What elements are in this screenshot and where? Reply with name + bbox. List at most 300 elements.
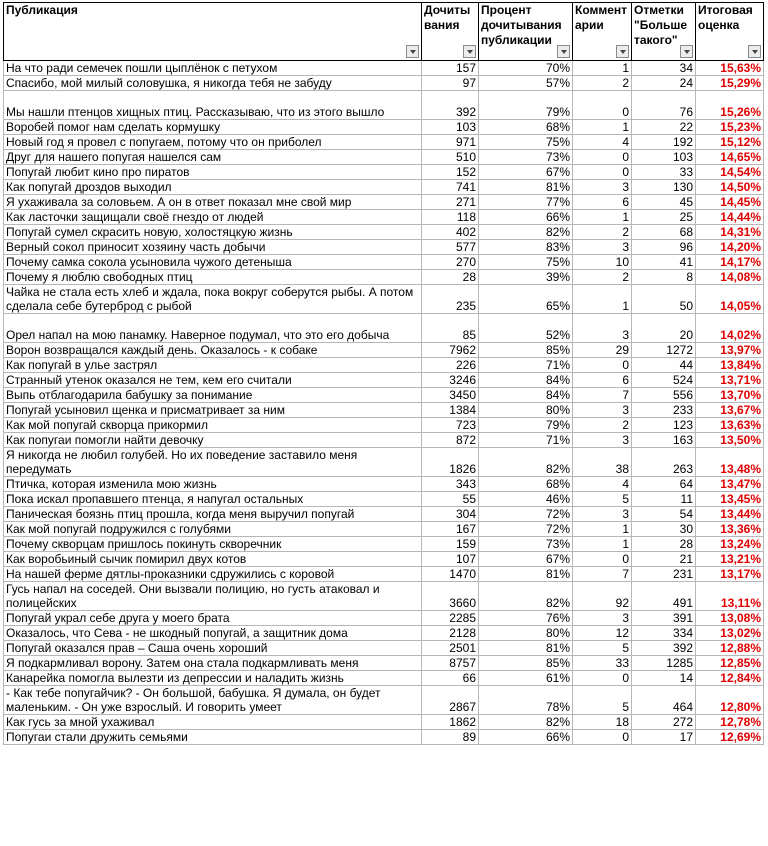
cell-score[interactable]: 14,20% (696, 240, 764, 255)
header-label: Комментарии (575, 3, 628, 32)
cell-score[interactable]: 13,24% (696, 537, 764, 552)
cell-reads[interactable]: 1862 (422, 715, 479, 730)
cell-reads[interactable]: 3246 (422, 373, 479, 388)
cell-score[interactable]: 13,63% (696, 418, 764, 433)
cell-score[interactable]: 13,21% (696, 552, 764, 567)
table-row (4, 522, 764, 537)
table-row (4, 165, 764, 180)
cell-reads[interactable]: 3450 (422, 388, 479, 403)
cell-publication[interactable]: Попугай украл себе друга у моего брата (4, 611, 422, 626)
cell-publication[interactable]: Птичка, которая изменила мою жизнь (4, 477, 422, 492)
cell-percent[interactable]: 71% (479, 433, 573, 448)
table-row (4, 567, 764, 582)
cell-reads[interactable]: 971 (422, 135, 479, 150)
cell-marks[interactable]: 64 (632, 477, 696, 492)
cell-score[interactable]: 13,36% (696, 522, 764, 537)
cell-marks[interactable]: 334 (632, 626, 696, 641)
cell-publication[interactable]: Чайка не стала есть хлеб и ждала, пока вокруг соберутся рыбы. А потом сделала себе бутерброд с рыбой (4, 285, 422, 314)
table-row (4, 611, 764, 626)
cell-marks[interactable]: 524 (632, 373, 696, 388)
cell-percent[interactable]: 75% (479, 255, 573, 270)
cell-score[interactable]: 12,69% (696, 730, 764, 745)
cell-publication[interactable]: Как попугай в улье застрял (4, 358, 422, 373)
cell-percent[interactable]: 73% (479, 537, 573, 552)
cell-comments[interactable]: 33 (573, 656, 632, 671)
cell-comments[interactable]: 7 (573, 567, 632, 582)
cell-publication[interactable]: Канарейка помогла вылезти из депрессии и наладить жизнь (4, 671, 422, 686)
cell-marks[interactable]: 44 (632, 358, 696, 373)
table-row (4, 671, 764, 686)
cell-comments[interactable]: 5 (573, 686, 632, 715)
cell-reads[interactable]: 118 (422, 210, 479, 225)
column-header-marks (632, 3, 696, 61)
cell-comments[interactable]: 38 (573, 448, 632, 477)
cell-score[interactable]: 12,88% (696, 641, 764, 656)
cell-reads[interactable]: 7962 (422, 343, 479, 358)
cell-comments[interactable]: 5 (573, 641, 632, 656)
cell-reads[interactable]: 270 (422, 255, 479, 270)
cell-percent[interactable]: 57% (479, 76, 573, 91)
cell-reads[interactable]: 1470 (422, 567, 479, 582)
filter-dropdown-icon[interactable] (406, 45, 419, 58)
table-row (4, 492, 764, 507)
header-label: Итоговая оценка (698, 3, 753, 32)
cell-comments[interactable]: 1 (573, 120, 632, 135)
cell-score[interactable]: 13,48% (696, 448, 764, 477)
header-label: Дочитывания (424, 3, 471, 32)
table-row (4, 686, 764, 715)
cell-comments[interactable]: 2 (573, 76, 632, 91)
cell-score[interactable]: 15,23% (696, 120, 764, 135)
header-label: Публикация (6, 3, 78, 17)
cell-percent[interactable]: 82% (479, 582, 573, 611)
table-row (4, 240, 764, 255)
cell-score[interactable]: 13,71% (696, 373, 764, 388)
cell-marks[interactable]: 22 (632, 120, 696, 135)
cell-reads[interactable]: 577 (422, 240, 479, 255)
cell-percent[interactable]: 83% (479, 240, 573, 255)
cell-reads[interactable]: 723 (422, 418, 479, 433)
cell-reads[interactable]: 55 (422, 492, 479, 507)
cell-score[interactable]: 14,54% (696, 165, 764, 180)
cell-marks[interactable]: 28 (632, 537, 696, 552)
cell-reads[interactable]: 8757 (422, 656, 479, 671)
cell-reads[interactable]: 103 (422, 120, 479, 135)
cell-publication[interactable]: Попугаи стали дружить семьями (4, 730, 422, 745)
cell-publication[interactable]: Воробей помог нам сделать кормушку (4, 120, 422, 135)
cell-score[interactable]: 13,67% (696, 403, 764, 418)
cell-comments[interactable]: 2 (573, 270, 632, 285)
table-row (4, 150, 764, 165)
cell-percent[interactable]: 65% (479, 285, 573, 314)
cell-percent[interactable]: 79% (479, 418, 573, 433)
cell-comments[interactable]: 18 (573, 715, 632, 730)
cell-reads[interactable]: 28 (422, 270, 479, 285)
cell-marks[interactable]: 103 (632, 150, 696, 165)
cell-publication[interactable]: Гусь напал на соседей. Они вызвали полицию, но густь атаковал и полицейских (4, 582, 422, 611)
cell-marks[interactable]: 24 (632, 76, 696, 91)
cell-score[interactable]: 14,31% (696, 225, 764, 240)
table-row (4, 552, 764, 567)
cell-publication[interactable]: Как гусь за мной ухаживал (4, 715, 422, 730)
cell-publication[interactable]: Мы нашли птенцов хищных птиц. Рассказываю, что из этого вышло (4, 91, 422, 120)
cell-marks[interactable]: 464 (632, 686, 696, 715)
cell-reads[interactable]: 392 (422, 91, 479, 120)
cell-marks[interactable]: 33 (632, 165, 696, 180)
cell-score[interactable]: 14,02% (696, 314, 764, 343)
cell-publication[interactable]: Как мой попугай подружился с голубями (4, 522, 422, 537)
cell-marks[interactable]: 96 (632, 240, 696, 255)
cell-reads[interactable]: 872 (422, 433, 479, 448)
cell-reads[interactable]: 157 (422, 61, 479, 76)
cell-percent[interactable]: 61% (479, 671, 573, 686)
table-row (4, 255, 764, 270)
cell-publication[interactable]: Ворон возвращался каждый день. Оказалось - к собаке (4, 343, 422, 358)
cell-reads[interactable]: 510 (422, 150, 479, 165)
cell-comments[interactable]: 92 (573, 582, 632, 611)
cell-publication[interactable]: Друг для нашего попугая нашелся сам (4, 150, 422, 165)
cell-marks[interactable]: 30 (632, 522, 696, 537)
cell-score[interactable]: 14,65% (696, 150, 764, 165)
cell-marks[interactable]: 163 (632, 433, 696, 448)
cell-publication[interactable]: Попугай сумел скрасить новую, холостяцкую жизнь (4, 225, 422, 240)
cell-percent[interactable]: 72% (479, 507, 573, 522)
cell-comments[interactable]: 4 (573, 135, 632, 150)
cell-comments[interactable]: 1 (573, 537, 632, 552)
table-row (4, 358, 764, 373)
cell-marks[interactable]: 392 (632, 641, 696, 656)
cell-reads[interactable]: 226 (422, 358, 479, 373)
cell-publication[interactable]: Выпь отблагодарила бабушку за понимание (4, 388, 422, 403)
cell-publication[interactable]: Как мой попугай скворца прикормил (4, 418, 422, 433)
cell-comments[interactable]: 2 (573, 418, 632, 433)
cell-marks[interactable]: 68 (632, 225, 696, 240)
cell-publication[interactable]: Как ласточки защищали своё гнездо от людей (4, 210, 422, 225)
cell-publication[interactable]: Я никогда не любил голубей. Но их поведение заставило меня передумать (4, 448, 422, 477)
table-row (4, 388, 764, 403)
cell-percent[interactable]: 46% (479, 492, 573, 507)
cell-score[interactable]: 12,80% (696, 686, 764, 715)
cell-comments[interactable]: 5 (573, 492, 632, 507)
cell-reads[interactable]: 66 (422, 671, 479, 686)
table-row (4, 403, 764, 418)
cell-percent[interactable]: 72% (479, 522, 573, 537)
table-row (4, 61, 764, 76)
table-row (4, 507, 764, 522)
cell-score[interactable]: 14,17% (696, 255, 764, 270)
cell-percent[interactable]: 82% (479, 225, 573, 240)
cell-publication[interactable]: - Как тебе попугайчик? - Он большой, бабушка. Я думала, он будет маленьким. - Он уже взрослый. И говорить умеет (4, 686, 422, 715)
table-row (4, 76, 764, 91)
table-row (4, 641, 764, 656)
cell-percent[interactable]: 80% (479, 626, 573, 641)
table-row (4, 626, 764, 641)
cell-marks[interactable]: 54 (632, 507, 696, 522)
cell-publication[interactable]: Паническая боязнь птиц прошла, когда меня выручил попугай (4, 507, 422, 522)
cell-percent[interactable]: 81% (479, 567, 573, 582)
cell-publication[interactable]: Я подкармливал ворону. Затем она стала подкармливать меня (4, 656, 422, 671)
cell-reads[interactable]: 235 (422, 285, 479, 314)
table-row (4, 270, 764, 285)
cell-score[interactable]: 15,29% (696, 76, 764, 91)
cell-score[interactable]: 13,45% (696, 492, 764, 507)
cell-score[interactable]: 15,63% (696, 61, 764, 76)
table-row (4, 582, 764, 611)
cell-marks[interactable]: 391 (632, 611, 696, 626)
filter-dropdown-icon[interactable] (616, 45, 629, 58)
cell-percent[interactable]: 52% (479, 314, 573, 343)
cell-publication[interactable]: Почему скворцам пришлось покинуть скворечник (4, 537, 422, 552)
cell-reads[interactable]: 1826 (422, 448, 479, 477)
cell-marks[interactable]: 1272 (632, 343, 696, 358)
cell-marks[interactable]: 45 (632, 195, 696, 210)
cell-publication[interactable]: Попугай усыновил щенка и присматривает за ним (4, 403, 422, 418)
cell-percent[interactable]: 39% (479, 270, 573, 285)
cell-comments[interactable]: 29 (573, 343, 632, 358)
cell-publication[interactable]: На нашей ферме дятлы-проказники сдружились с коровой (4, 567, 422, 582)
cell-marks[interactable]: 123 (632, 418, 696, 433)
cell-publication[interactable]: Пока искал пропавшего птенца, я напугал остальных (4, 492, 422, 507)
cell-score[interactable]: 13,44% (696, 507, 764, 522)
cell-score[interactable]: 12,84% (696, 671, 764, 686)
cell-publication[interactable]: Новый год я провел с попугаем, потому что он приболел (4, 135, 422, 150)
cell-percent[interactable]: 68% (479, 477, 573, 492)
cell-comments[interactable]: 7 (573, 388, 632, 403)
cell-score[interactable]: 12,85% (696, 656, 764, 671)
cell-comments[interactable]: 0 (573, 552, 632, 567)
cell-marks[interactable]: 21 (632, 552, 696, 567)
cell-publication[interactable]: Почему самка сокола усыновила чужого детеныша (4, 255, 422, 270)
cell-publication[interactable]: Как попугаи помогли найти девочку (4, 433, 422, 448)
cell-publication[interactable]: Странный утенок оказался не тем, кем его считали (4, 373, 422, 388)
cell-percent[interactable]: 82% (479, 715, 573, 730)
table-row (4, 120, 764, 135)
cell-comments[interactable]: 6 (573, 195, 632, 210)
cell-score[interactable]: 13,97% (696, 343, 764, 358)
cell-comments[interactable]: 0 (573, 358, 632, 373)
cell-marks[interactable]: 8 (632, 270, 696, 285)
cell-score[interactable]: 13,47% (696, 477, 764, 492)
table-row (4, 180, 764, 195)
filter-dropdown-icon[interactable] (748, 45, 761, 58)
table-row (4, 343, 764, 358)
cell-reads[interactable]: 152 (422, 165, 479, 180)
cell-comments[interactable]: 1 (573, 522, 632, 537)
cell-marks[interactable]: 130 (632, 180, 696, 195)
cell-marks[interactable]: 11 (632, 492, 696, 507)
cell-score[interactable]: 13,70% (696, 388, 764, 403)
cell-reads[interactable]: 2501 (422, 641, 479, 656)
filter-dropdown-icon[interactable] (557, 45, 570, 58)
table-row (4, 448, 764, 477)
cell-publication[interactable]: Почему я люблю свободных птиц (4, 270, 422, 285)
cell-marks[interactable]: 14 (632, 671, 696, 686)
cell-percent[interactable]: 73% (479, 150, 573, 165)
cell-comments[interactable]: 1 (573, 285, 632, 314)
cell-marks[interactable]: 34 (632, 61, 696, 76)
cell-score[interactable]: 13,84% (696, 358, 764, 373)
cell-percent[interactable]: 66% (479, 210, 573, 225)
cell-publication[interactable]: Попугай любит кино про пиратов (4, 165, 422, 180)
cell-reads[interactable]: 741 (422, 180, 479, 195)
table-row (4, 715, 764, 730)
cell-score[interactable]: 13,50% (696, 433, 764, 448)
cell-score[interactable]: 14,05% (696, 285, 764, 314)
table-row (4, 656, 764, 671)
column-header-reads (422, 3, 479, 61)
table-row (4, 433, 764, 448)
cell-marks[interactable]: 41 (632, 255, 696, 270)
cell-percent[interactable]: 80% (479, 403, 573, 418)
cell-comments[interactable]: 3 (573, 240, 632, 255)
cell-marks[interactable]: 20 (632, 314, 696, 343)
cell-score[interactable]: 12,78% (696, 715, 764, 730)
cell-publication[interactable]: Верный сокол приносит хозяину часть добычи (4, 240, 422, 255)
cell-percent[interactable]: 82% (479, 448, 573, 477)
cell-percent[interactable]: 71% (479, 358, 573, 373)
cell-score[interactable]: 14,44% (696, 210, 764, 225)
cell-percent[interactable]: 75% (479, 135, 573, 150)
cell-marks[interactable]: 491 (632, 582, 696, 611)
cell-publication[interactable]: Орел напал на мою панамку. Наверное подумал, что это его добыча (4, 314, 422, 343)
table-row (4, 135, 764, 150)
table-row (4, 730, 764, 745)
table-row (4, 477, 764, 492)
cell-publication[interactable]: Я ухаживала за соловьем. А он в ответ показал мне свой мир (4, 195, 422, 210)
cell-percent[interactable]: 84% (479, 373, 573, 388)
cell-score[interactable]: 13,08% (696, 611, 764, 626)
cell-reads[interactable]: 2867 (422, 686, 479, 715)
cell-percent[interactable]: 68% (479, 120, 573, 135)
cell-reads[interactable]: 343 (422, 477, 479, 492)
cell-comments[interactable]: 3 (573, 611, 632, 626)
cell-publication[interactable]: Спасибо, мой милый соловушка, я никогда тебя не забуду (4, 76, 422, 91)
cell-marks[interactable]: 272 (632, 715, 696, 730)
cell-publication[interactable]: Как воробьиный сычик помирил двух котов (4, 552, 422, 567)
cell-percent[interactable]: 76% (479, 611, 573, 626)
cell-score[interactable]: 14,45% (696, 195, 764, 210)
cell-marks[interactable]: 25 (632, 210, 696, 225)
spreadsheet-table (3, 2, 764, 745)
cell-percent[interactable]: 81% (479, 641, 573, 656)
cell-score[interactable]: 13,17% (696, 567, 764, 582)
cell-reads[interactable]: 1384 (422, 403, 479, 418)
cell-reads[interactable]: 97 (422, 76, 479, 91)
table-row (4, 285, 764, 314)
column-header-score (696, 3, 764, 61)
cell-percent[interactable]: 85% (479, 343, 573, 358)
table-row (4, 418, 764, 433)
cell-comments[interactable]: 0 (573, 150, 632, 165)
cell-marks[interactable]: 1285 (632, 656, 696, 671)
cell-reads[interactable]: 85 (422, 314, 479, 343)
cell-percent[interactable]: 67% (479, 165, 573, 180)
column-header-publication (4, 3, 422, 61)
cell-score[interactable]: 13,02% (696, 626, 764, 641)
cell-reads[interactable]: 2128 (422, 626, 479, 641)
cell-reads[interactable]: 402 (422, 225, 479, 240)
cell-marks[interactable]: 192 (632, 135, 696, 150)
cell-comments[interactable]: 0 (573, 91, 632, 120)
cell-score[interactable]: 15,12% (696, 135, 764, 150)
cell-percent[interactable]: 77% (479, 195, 573, 210)
cell-comments[interactable]: 6 (573, 373, 632, 388)
header-label: Процент дочитывания публикации (481, 3, 562, 47)
header-label: Отметки "Больше такого" (634, 3, 688, 47)
cell-comments[interactable]: 4 (573, 477, 632, 492)
header-row (4, 3, 764, 61)
cell-percent[interactable]: 66% (479, 730, 573, 745)
cell-percent[interactable]: 81% (479, 180, 573, 195)
table-row (4, 537, 764, 552)
cell-comments[interactable]: 3 (573, 507, 632, 522)
cell-score[interactable]: 13,11% (696, 582, 764, 611)
column-header-percent (479, 3, 573, 61)
table-row (4, 225, 764, 240)
cell-comments[interactable]: 0 (573, 671, 632, 686)
cell-comments[interactable]: 3 (573, 180, 632, 195)
cell-reads[interactable]: 304 (422, 507, 479, 522)
cell-marks[interactable]: 50 (632, 285, 696, 314)
cell-marks[interactable]: 231 (632, 567, 696, 582)
filter-dropdown-icon[interactable] (463, 45, 476, 58)
cell-score[interactable]: 14,08% (696, 270, 764, 285)
cell-publication[interactable]: На что ради семечек пошли цыплёнок с петухом (4, 61, 422, 76)
cell-percent[interactable]: 84% (479, 388, 573, 403)
table-row (4, 373, 764, 388)
cell-publication[interactable]: Попугай оказался прав – Саша очень хороший (4, 641, 422, 656)
cell-reads[interactable]: 107 (422, 552, 479, 567)
cell-percent[interactable]: 67% (479, 552, 573, 567)
cell-comments[interactable]: 10 (573, 255, 632, 270)
cell-reads[interactable]: 159 (422, 537, 479, 552)
cell-reads[interactable]: 3660 (422, 582, 479, 611)
cell-marks[interactable]: 76 (632, 91, 696, 120)
cell-percent[interactable]: 78% (479, 686, 573, 715)
cell-marks[interactable]: 17 (632, 730, 696, 745)
cell-publication[interactable]: Оказалось, что Сева - не шкодный попугай, а защитник дома (4, 626, 422, 641)
table-row (4, 314, 764, 343)
cell-score[interactable]: 14,50% (696, 180, 764, 195)
cell-score[interactable]: 15,26% (696, 91, 764, 120)
cell-comments[interactable]: 1 (573, 210, 632, 225)
column-header-comments (573, 3, 632, 61)
cell-reads[interactable]: 89 (422, 730, 479, 745)
table-row (4, 195, 764, 210)
cell-comments[interactable]: 12 (573, 626, 632, 641)
cell-reads[interactable]: 167 (422, 522, 479, 537)
cell-comments[interactable]: 0 (573, 730, 632, 745)
cell-percent[interactable]: 79% (479, 91, 573, 120)
cell-marks[interactable]: 556 (632, 388, 696, 403)
cell-comments[interactable]: 3 (573, 314, 632, 343)
cell-comments[interactable]: 2 (573, 225, 632, 240)
cell-comments[interactable]: 3 (573, 433, 632, 448)
table-row (4, 91, 764, 120)
cell-reads[interactable]: 271 (422, 195, 479, 210)
cell-comments[interactable]: 3 (573, 403, 632, 418)
table-row (4, 210, 764, 225)
cell-reads[interactable]: 2285 (422, 611, 479, 626)
filter-dropdown-icon[interactable] (680, 45, 693, 58)
cell-marks[interactable]: 263 (632, 448, 696, 477)
cell-comments[interactable]: 0 (573, 165, 632, 180)
cell-publication[interactable]: Как попугай дроздов выходил (4, 180, 422, 195)
cell-percent[interactable]: 70% (479, 61, 573, 76)
cell-percent[interactable]: 85% (479, 656, 573, 671)
cell-marks[interactable]: 233 (632, 403, 696, 418)
cell-comments[interactable]: 1 (573, 61, 632, 76)
